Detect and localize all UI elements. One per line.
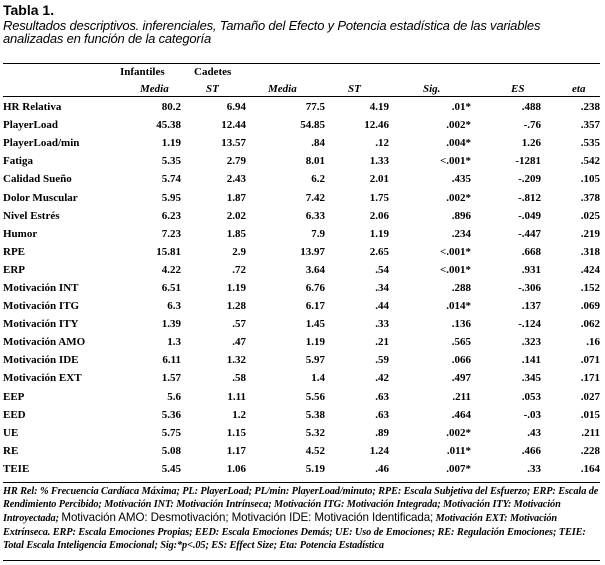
row-value: .12 [375, 137, 389, 150]
row-value: .896 [451, 209, 471, 222]
row-value: .211 [581, 426, 600, 439]
row-value: 1.28 [226, 300, 246, 313]
row-value: .89 [375, 426, 389, 439]
row-value: .42 [375, 372, 389, 385]
row-value: .228 [580, 444, 600, 457]
row-value: .002* [446, 119, 471, 132]
row-value: .63 [375, 390, 389, 403]
row-value: 2.79 [226, 155, 246, 168]
table-row [3, 424, 600, 442]
table-body [3, 98, 600, 478]
col-header-media-cadetes: Media [268, 83, 297, 95]
row-value: 5.97 [305, 354, 325, 367]
col-header-media-infantiles: Media [140, 83, 169, 95]
row-value: .58 [232, 372, 246, 385]
row-value: -.049 [518, 209, 541, 222]
row-value: 12.44 [221, 119, 246, 132]
row-variable: PlayerLoad/min [3, 137, 80, 150]
row-variable: RE [3, 444, 19, 457]
col-header-eta: eta [572, 83, 586, 95]
table-title: Tabla 1. [3, 2, 55, 18]
table-subtitle: Resultados descriptivos. inferenciales, Tamaño del Efecto y Potencia estadística de las variables analizadas en función de la categoría [3, 18, 541, 46]
row-value: .318 [580, 245, 600, 258]
row-value: 5.74 [161, 173, 181, 186]
row-value: .141 [521, 354, 541, 367]
row-value: .171 [580, 372, 600, 385]
row-variable: EEP [3, 390, 25, 403]
row-value: 1.33 [369, 155, 389, 168]
row-value: .33 [375, 318, 389, 331]
row-value: 3.64 [305, 263, 325, 276]
row-value: .466 [521, 444, 541, 457]
row-value: .025 [580, 209, 600, 222]
row-variable: UE [3, 426, 19, 439]
row-value: 5.75 [161, 426, 181, 439]
row-value: -.306 [518, 281, 541, 294]
row-value: -.812 [518, 191, 541, 204]
row-value: .54 [375, 263, 389, 276]
row-value: 4.19 [369, 101, 389, 114]
row-value: 1.15 [226, 426, 246, 439]
row-value: <.001* [439, 245, 471, 258]
row-value: .47 [232, 336, 246, 349]
table-row [3, 170, 600, 188]
row-value: -.209 [518, 173, 541, 186]
row-value: .152 [580, 281, 600, 294]
row-variable: EED [3, 408, 26, 421]
row-value: .027 [580, 390, 600, 403]
row-value: .488 [521, 101, 541, 114]
row-variable: Nivel Estrés [3, 209, 60, 222]
row-value: .435 [451, 173, 471, 186]
row-value: .357 [580, 119, 600, 132]
row-value: 1.75 [369, 191, 389, 204]
row-value: .345 [521, 372, 541, 385]
table-row [3, 460, 600, 478]
notes-rule [3, 560, 600, 561]
row-value: .211 [452, 390, 471, 403]
row-value: 6.3 [167, 300, 181, 313]
row-value: 6.17 [305, 300, 325, 313]
row-value: .014* [446, 300, 471, 313]
row-value: 7.23 [161, 227, 181, 240]
row-value: 6.51 [161, 281, 181, 294]
row-value: .33 [527, 462, 541, 475]
row-value: .238 [580, 101, 600, 114]
table-row [3, 188, 600, 206]
row-value: .63 [375, 408, 389, 421]
row-value: 1.17 [226, 444, 246, 457]
row-value: 1.19 [226, 281, 246, 294]
row-value: 5.6 [167, 390, 181, 403]
row-value: 1.19 [161, 137, 181, 150]
row-value: .288 [451, 281, 471, 294]
col-header-sig: Sig. [423, 83, 441, 95]
row-value: .497 [451, 372, 471, 385]
row-variable: RPE [3, 245, 25, 258]
row-value: 1.87 [226, 191, 246, 204]
row-value: .002* [446, 426, 471, 439]
row-value: .234 [451, 227, 471, 240]
row-variable: Motivación ITY [3, 318, 79, 331]
row-value: 6.23 [161, 209, 181, 222]
row-value: 13.97 [300, 245, 325, 258]
row-variable: Motivación IDE [3, 354, 79, 367]
row-variable: HR Relativa [3, 101, 62, 114]
row-variable: Motivación AMO [3, 336, 86, 349]
row-value: 4.52 [305, 444, 325, 457]
row-value: -.447 [518, 227, 541, 240]
row-value: 45.38 [156, 119, 181, 132]
row-value: .002* [446, 191, 471, 204]
row-value: .007* [446, 462, 471, 475]
table-notes [3, 485, 600, 552]
table-row [3, 388, 600, 406]
row-value: 1.57 [161, 372, 181, 385]
row-value: 2.43 [226, 173, 246, 186]
row-value: .066 [451, 354, 471, 367]
row-value: 1.19 [369, 227, 389, 240]
row-value: 54.85 [300, 119, 325, 132]
table-row [3, 279, 600, 297]
row-value: 8.01 [305, 155, 325, 168]
group-cadetes: Cadetes [194, 66, 232, 78]
row-value: <.001* [439, 263, 471, 276]
row-value: 1.11 [227, 390, 246, 403]
notes-part1: HR Rel: % Frecuencia Cardíaca Máxima; PL: PlayerLoad; PL/min: PlayerLoad/minuto; RPE: Escala Subjetiva del Esfuerzo; ERP: Escala de Rendimiento Percibido; Motivación INT: Motivación Intrínseca; Motivación ITG: Motivación Integrada; Motivación ITY: Motivación Introyectada; [3, 486, 599, 525]
row-variable: ERP [3, 263, 25, 276]
row-value: -.03 [523, 408, 541, 421]
row-value: 5.45 [161, 462, 181, 475]
row-value: 1.06 [226, 462, 246, 475]
row-value: .219 [580, 227, 600, 240]
notes-part3: Motivación EXT: Motivación Extrínseca. ERP: Escala Emociones Propias; EED: Escala Emociones Demás; UE: Uso de Emociones; RE: Regulación Emociones; TEIE: Total Escala Inteligencia Emocional; Sig:*p<.05; ES: Effect Size; Eta: Potencia Estadística [3, 513, 586, 551]
row-value: .015 [580, 408, 600, 421]
table-row [3, 261, 600, 279]
row-value: .01* [451, 101, 471, 114]
row-value: 1.26 [521, 137, 541, 150]
col-header-es: ES [511, 83, 525, 95]
row-value: 6.11 [162, 354, 181, 367]
row-value: 5.35 [161, 155, 181, 168]
row-value: 80.2 [161, 101, 181, 114]
table-row [3, 116, 600, 134]
row-value: -.124 [518, 318, 541, 331]
row-value: -.76 [523, 119, 541, 132]
row-value: .59 [375, 354, 389, 367]
row-value: 4.22 [161, 263, 181, 276]
row-value: .542 [580, 155, 600, 168]
row-value: .136 [451, 318, 471, 331]
table-row [3, 315, 600, 333]
row-value: .72 [232, 263, 246, 276]
row-value: 15.81 [156, 245, 181, 258]
table-row [3, 225, 600, 243]
row-value: 5.36 [161, 408, 181, 421]
row-value: 1.4 [311, 372, 325, 385]
row-value: 7.9 [311, 227, 325, 240]
table-row [3, 442, 600, 460]
row-value: 13.57 [221, 137, 246, 150]
row-value: .164 [580, 462, 600, 475]
row-value: .57 [232, 318, 246, 331]
table-row [3, 152, 600, 170]
bottom-rule [3, 482, 600, 483]
row-value: 6.76 [305, 281, 325, 294]
row-value: .84 [311, 137, 325, 150]
row-value: .668 [521, 245, 541, 258]
table-row [3, 369, 600, 387]
row-value: .464 [451, 408, 471, 421]
table-row [3, 351, 600, 369]
row-value: .46 [375, 462, 389, 475]
row-value: 1.85 [226, 227, 246, 240]
row-variable: Motivación INT [3, 281, 79, 294]
header-rule [3, 96, 600, 97]
row-value: 1.2 [232, 408, 246, 421]
row-value: 1.39 [161, 318, 181, 331]
row-variable: Dolor Muscular [3, 191, 78, 204]
row-value: 1.19 [305, 336, 325, 349]
row-value: .931 [521, 263, 541, 276]
row-value: 1.32 [226, 354, 246, 367]
row-value: 2.9 [232, 245, 246, 258]
row-variable: TEIE [3, 462, 30, 475]
row-value: 5.08 [161, 444, 181, 457]
row-variable: PlayerLoad [3, 119, 58, 132]
row-value: .004* [446, 137, 471, 150]
row-value: 5.32 [305, 426, 325, 439]
table-row [3, 333, 600, 351]
row-value: .053 [521, 390, 541, 403]
row-value: 2.02 [226, 209, 246, 222]
row-value: .535 [580, 137, 600, 150]
results-table [3, 98, 600, 478]
row-value: .21 [375, 336, 389, 349]
row-value: .378 [580, 191, 600, 204]
table-row [3, 207, 600, 225]
row-value: .011* [446, 444, 471, 457]
row-value: 5.19 [305, 462, 325, 475]
row-value: 5.38 [305, 408, 325, 421]
top-rule [3, 63, 600, 64]
row-value: 2.65 [369, 245, 389, 258]
row-value: 6.33 [305, 209, 325, 222]
row-value: <.001* [439, 155, 471, 168]
row-value: 6.2 [311, 173, 325, 186]
row-value: 1.3 [167, 336, 181, 349]
row-value: 5.95 [161, 191, 181, 204]
table-row [3, 243, 600, 261]
row-value: 2.01 [369, 173, 389, 186]
row-variable: Fatiga [3, 155, 33, 168]
row-value: 7.42 [305, 191, 325, 204]
row-value: 1.45 [305, 318, 325, 331]
row-variable: Humor [3, 227, 38, 240]
table-row [3, 297, 600, 315]
row-value: .062 [580, 318, 600, 331]
row-value: .071 [580, 354, 600, 367]
row-value: .105 [580, 173, 600, 186]
row-variable: Motivación ITG [3, 300, 80, 313]
table-row [3, 134, 600, 152]
row-value: 1.24 [369, 444, 389, 457]
row-variable: Motivación EXT [3, 372, 82, 385]
row-value: 12.46 [364, 119, 389, 132]
row-value: .323 [521, 336, 541, 349]
row-value: 2.06 [369, 209, 389, 222]
row-value: .424 [580, 263, 600, 276]
row-value: .137 [521, 300, 541, 313]
row-value: 6.94 [226, 101, 246, 114]
row-value: .069 [580, 300, 600, 313]
row-variable: Calidad Sueño [3, 173, 72, 186]
row-value: .34 [375, 281, 389, 294]
table-row [3, 98, 600, 116]
row-value: 77.5 [305, 101, 325, 114]
table-row [3, 406, 600, 424]
row-value: .16 [586, 336, 600, 349]
row-value: .43 [527, 426, 541, 439]
col-header-st-infantiles: ST [206, 83, 219, 95]
notes-part2: Motivación AMO: Desmotivación; Motivación IDE: Motivación Identificada; [61, 511, 434, 525]
group-infantiles: Infantiles [120, 66, 165, 78]
col-header-st-cadetes: ST [348, 83, 361, 95]
row-value: 5.56 [305, 390, 325, 403]
row-value: -1281 [515, 155, 541, 168]
row-value: .565 [451, 336, 471, 349]
row-value: .44 [375, 300, 389, 313]
